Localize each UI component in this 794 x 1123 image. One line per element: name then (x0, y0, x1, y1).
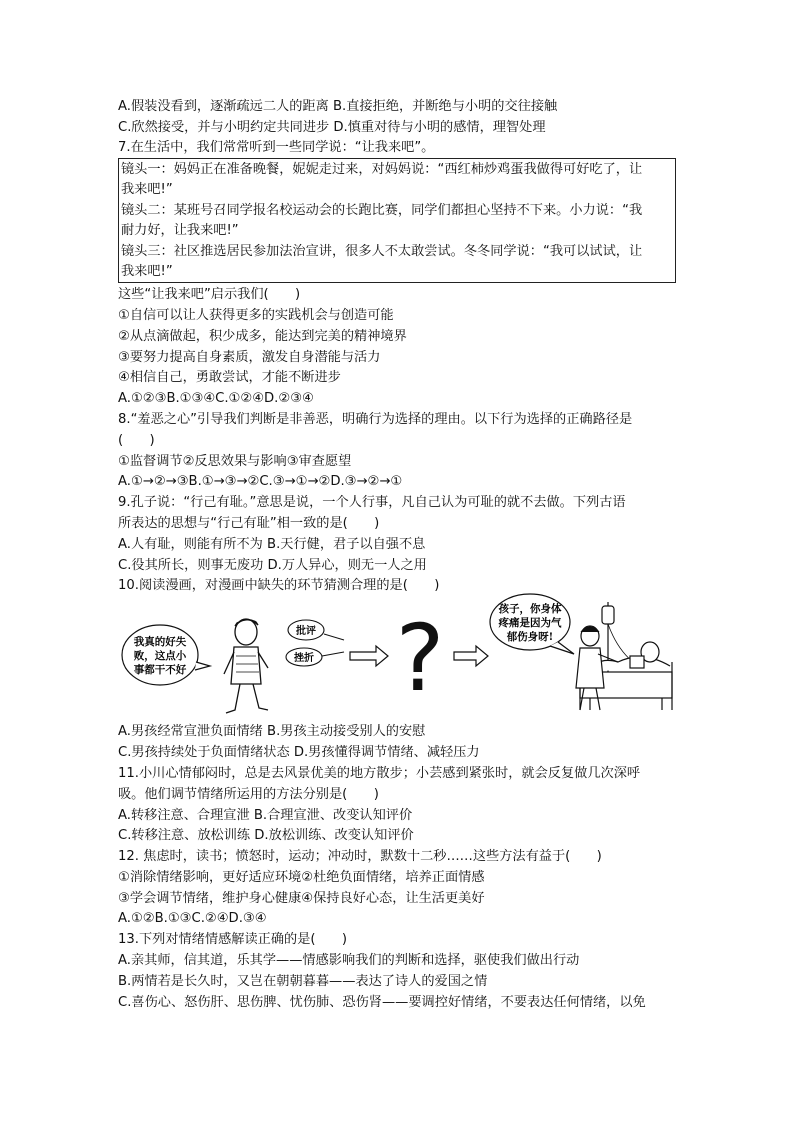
q9-stem-line1: 9.孔子说：“行己有耻。”意思是说，一个人行事，凡自己认为可耻的就不去做。下列古语 (118, 495, 626, 510)
q7-item-4: ④相信自己，勇敢尝试，才能不断进步 (118, 370, 341, 385)
tag-criticism-label: 批评 (296, 626, 316, 637)
arrow-right-1 (350, 646, 388, 666)
boy-figure (224, 619, 268, 713)
tag-setback-line (322, 652, 344, 656)
q13-option-a: A.亲其师，信其道，乐其学——情感影响我们的判断和选择，驱使我们做出行动 (118, 953, 580, 968)
q7-stem: 7.在生活中，我们常常听到一些同学说：“让我来吧”。 (118, 140, 435, 155)
q11-options-cd: C.转移注意、放松训练 D.放松训练、改变认知评价 (118, 828, 414, 843)
q7-question: 这些“让我来吧”启示我们( ) (118, 287, 301, 302)
tag-setback-label: 挫折 (294, 653, 314, 664)
q8-stem-line2: ( ) (118, 433, 155, 448)
q13-option-c: C.喜伤心、怒伤肝、思伤脾、忧伤肺、恐伤肾——要调控好情绪，不要表达任何情绪，以免 (118, 995, 646, 1010)
q6-options-cd: C.欣然接受，并与小明约定共同进步 D.慎重对待与小明的感情，理智处理 (118, 120, 546, 135)
q10-options-cd: C.男孩持续处于负面情绪状态 D.男孩懂得调节情绪、减轻压力 (118, 745, 480, 760)
q9-options-cd: C.役其所长，则事无废功 D.万人异心，则无一人之用 (118, 558, 427, 573)
q8-options: A.①→②→③B.①→③→②C.③→①→②D.③→②→① (118, 474, 403, 489)
q7-item-1: ①自信可以让人获得更多的实践机会与创造可能 (118, 308, 394, 323)
q7-item-2: ②从点滴做起，积少成多，能达到完美的精神境界 (118, 329, 407, 344)
q11-stem-line1: 11.小川心情郁闷时，总是去风景优美的地方散步；小芸感到紧张时，就会反复做几次深呼 (118, 766, 641, 781)
q11-options-ab: A.转移注意、合理宣泄 B.合理宣泄、改变认知评价 (118, 808, 413, 823)
q7-scene2-line2: 耐力好，让我来吧!” (121, 223, 239, 238)
q7-scene1-line2: 我来吧!” (121, 182, 173, 197)
q7-scene1-line1: 镜头一：妈妈正在准备晚餐，妮妮走过来，对妈妈说：“西红柿炒鸡蛋我做得可好吃了，让 (121, 162, 643, 177)
q8-stem-line1: 8.“羞恶之心”引导我们判断是非善恶，明确行为选择的理由。以下行为选择的正确路径是 (118, 412, 633, 427)
q6-options-ab: A.假装没看到，逐渐疏远二人的距离 B.直接拒绝，并断绝与小明的交往接触 (118, 99, 558, 114)
hospital-bed-scene (576, 602, 672, 710)
q13-stem: 13.下列对情绪情感解读正确的是( ) (118, 932, 348, 947)
q12-stem: 12. 焦虑时，读书；愤怒时，运动；冲动时，默数十二秒……这些方法有益于( ) (118, 849, 602, 864)
q11-stem-line2: 吸。他们调节情绪所运用的方法分别是( ) (118, 787, 379, 802)
q13-option-b: B.两情若是长久时，又岂在朝朝暮暮——表达了诗人的爱国之情 (118, 974, 488, 989)
q9-stem-line2: 所表达的思想与“行己有耻”相一致的是( ) (118, 516, 380, 531)
left-bubble-line2: 败，这点小 (133, 650, 187, 662)
q12-items-12: ①消除情绪影响，更好适应环境②杜绝负面情绪，培养正面情感 (118, 870, 485, 885)
q12-options: A.①②B.①③C.②④D.③④ (118, 911, 267, 926)
left-bubble-line3: 事都干不好 (133, 664, 187, 676)
q10-options-ab: A.男孩经常宣泄负面情绪 B.男孩主动接受别人的安慰 (118, 724, 426, 739)
q8-items: ①监督调节②反思效果与影响③审查愿望 (118, 454, 352, 469)
tag-criticism-line (324, 634, 344, 640)
q10-stem: 10.阅读漫画，对漫画中缺失的环节猜测合理的是( ) (118, 578, 440, 593)
right-bubble-line3: 郁伤身呀! (506, 631, 554, 643)
q7-scenario-box (118, 158, 676, 283)
left-bubble-line1: 我真的好失 (133, 636, 187, 648)
q7-scene2-line1: 镜头二：某班号召同学报名校运动会的长跑比赛，同学们都担心坚持不下来。小力说：“我 (121, 203, 643, 218)
q7-options: A.①②③B.①③④C.①②④D.②③④ (118, 391, 314, 406)
q10-comic (118, 592, 678, 720)
question-mark: ? (395, 605, 445, 712)
arrow-right-2 (454, 646, 488, 666)
q7-scene3-line1: 镜头三：社区推选居民参加法治宣讲，很多人不太敢尝试。冬冬同学说：“我可以试试，让 (121, 244, 643, 259)
right-bubble-line1: 孩子，你身体 (498, 603, 562, 615)
left-bubble-tail (195, 662, 210, 670)
q12-items-34: ③学会调节情绪，维护身心健康④保持良好心态，让生活更美好 (118, 891, 485, 906)
q9-options-ab: A.人有耻，则能有所不为 B.天行健，君子以自强不息 (118, 537, 426, 552)
right-bubble-line2: 疼痛是因为气 (498, 617, 562, 629)
q7-scene3-line2: 我来吧!” (121, 264, 173, 279)
q7-item-3: ③要努力提高自身素质，激发自身潜能与活力 (118, 350, 381, 365)
